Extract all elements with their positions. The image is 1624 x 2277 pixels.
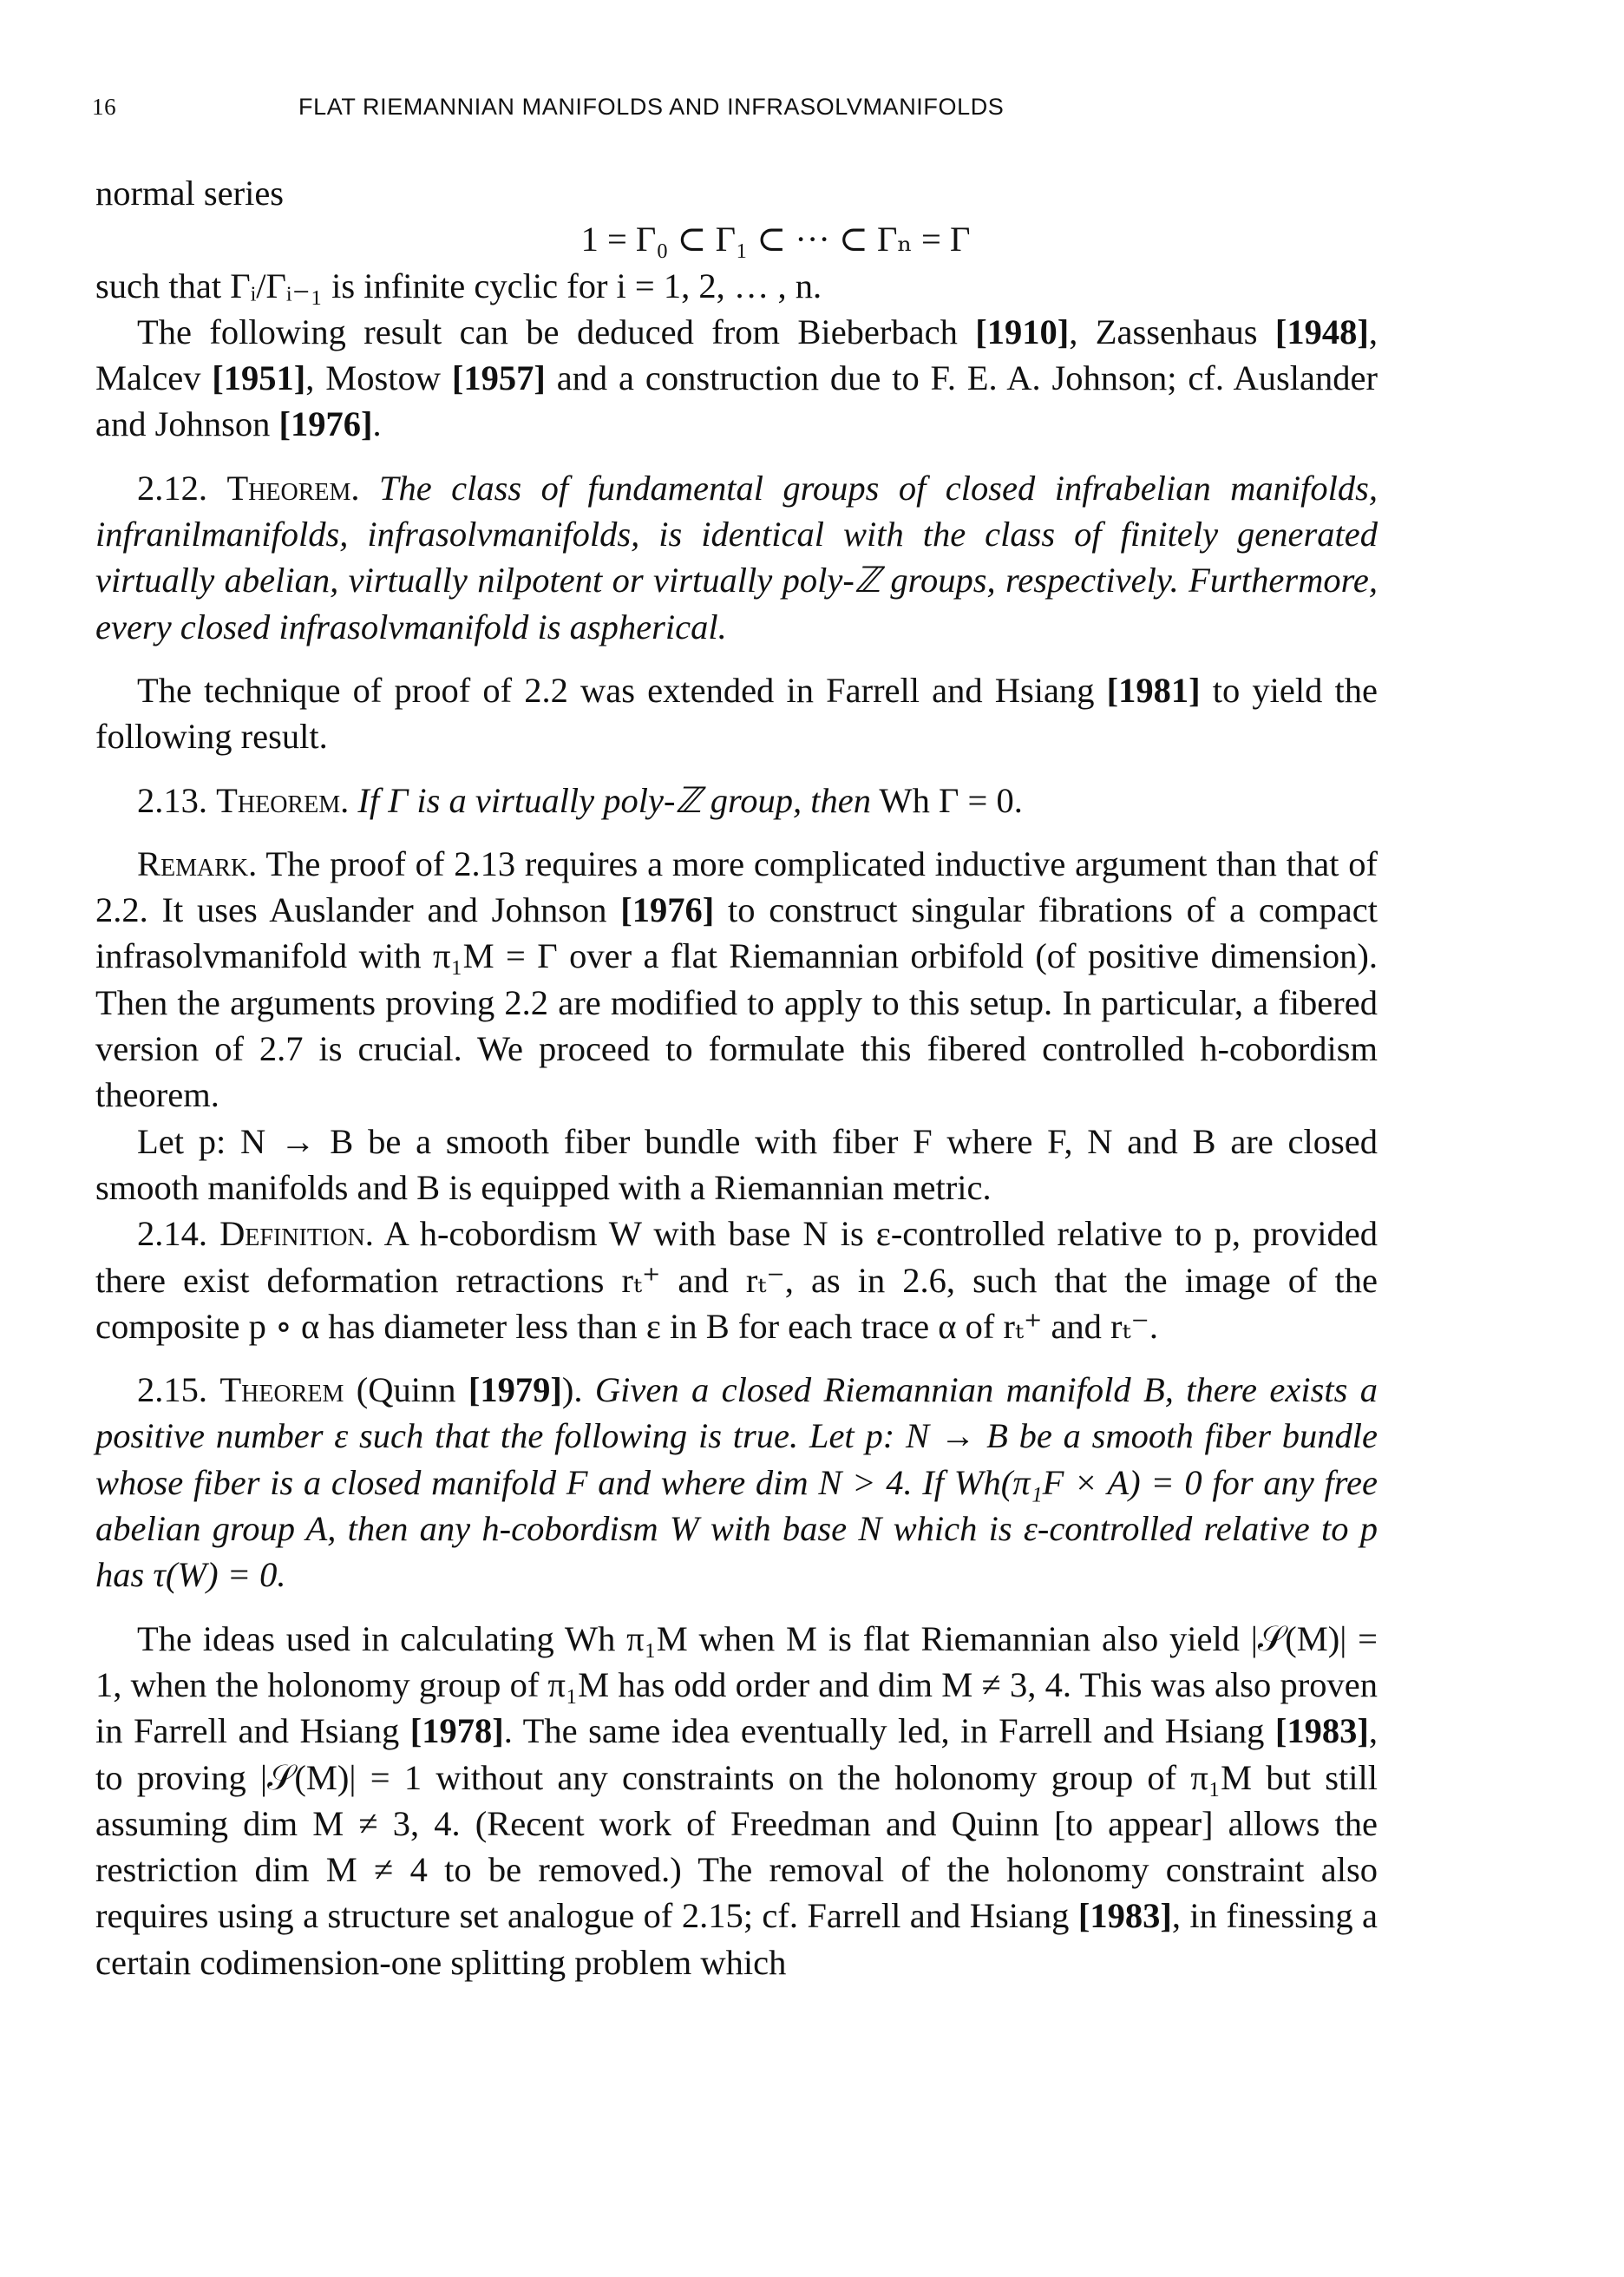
citation: [1981] [1106,670,1201,710]
citation: [1979] [468,1370,562,1410]
paragraph-technique: The technique of proof of 2.2 was extended in Farrell and Hsiang [1981] to yield the following result. [95,670,1378,757]
paragraph-fiber-bundle: Let p: N → B be a smooth fiber bundle with fiber F where F, N and B are closed smooth manifolds and B is equipped with a Riemannian metric. [95,1121,1378,1207]
citation: [1948] [1274,312,1369,351]
citation: [1983] [1274,1711,1369,1751]
citation: [1951] [212,358,306,398]
theorem-number: 2.12. [137,468,207,508]
remark-label: Remark. [137,843,258,883]
definition-text: A h-cobordism W with base N is ε-controlled relative to p, provided there exist deformation retractions rₜ⁺ and rₜ⁻, as in 2.6, such that the image of the composite p ∘ α has diameter less than ε in B for each trace α of rₜ⁺ and rₜ⁻. [95,1214,1378,1346]
remark: Remark. The proof of 2.13 requires a more complicated inductive argument than that of 2.2. It uses Auslander and Johnson [1976] to construct singular fibrations of a compact infrasolvmanifold with π₁M = Γ over a flat Riemannian orbifold (of positive dimension). Then the arguments proving 2.2 are modified to apply to this setup. In particular, a fibered version of 2.7 is crucial. We proceed to formulate this fibered controlled h-cobordism theorem. [95,843,1378,1115]
paragraph-structure-set: The ideas used in calculating Wh π₁M when M is flat Riemannian also yield |𝒮(M)| = 1, when the holonomy group of π₁M has odd order and dim M ≠ 3, 4. This was also proven in Farrell and Hsiang [1978]. The same idea eventually led, in Farrell and Hsiang [1983], to proving |𝒮(M)| = 1 without any constraints on the holonomy group of π₁M but still assuming dim M ≠ 3, 4. (Recent work of Freedman and Quinn [to appear] allows the restriction dim M ≠ 4 to be removed.) The removal of the holonomy constraint also requires using a structure set analogue of 2.15; cf. Farrell and Hsiang [1983], in finessing a certain codimension-one splitting problem which [95,1618,1378,1982]
theorem-2-12 [95,465,1378,650]
main-text [95,170,1378,1985]
citation: [1976] [620,890,715,930]
citation: [1910] [975,312,1070,351]
theorem-2-15: 2.15. Theorem (Quinn [1979]). Given a closed Riemannian manifold B, there exists a positive number ε such that the following is true. Let p: N → B be a smooth fiber bundle whose fiber is a closed manifold F and where dim N > 4. If Wh(π₁F × A) = 0 for any free abelian group A, then any h-cobordism W with base N which is ε-controlled relative to p has τ(W) = 0. [95,1370,1378,1595]
theorem-statement: Given a closed Riemannian manifold B, there exists a positive number ε such that the following is true. Let p: N → B be a smooth fiber bundle whose fiber is a closed manifold F and where dim N > 4. If Wh(π₁F × A) = 0 for any free abelian group A, then any h-cobordism W with base N which is ε-controlled relative to p has τ(W) = 0. [95,1370,1378,1595]
display-equation-series: 1 = Γ₀ ⊂ Γ₁ ⊂ ··· ⊂ Γₙ = Γ [580,220,971,259]
citation: [1976] [278,404,373,444]
theorem-number: 2.15. [137,1370,207,1410]
definition-2-14 [95,1211,1378,1349]
citation: [1983] [1077,1896,1172,1936]
theorem-statement: The class of fundamental groups of closed infrabelian manifolds, infranilmanifolds, infrasolvmanifolds, is identical with the class of finitely generated virtually abelian, virtually nilpotent or virtually poly-ℤ groups, respectively. Furthermore, every closed infrasolvmanifold is aspherical. [95,468,1378,646]
definition-number: 2.14. [137,1214,207,1254]
theorem-2-13 [95,778,1378,824]
definition-label: Definition. [219,1214,374,1254]
theorem-statement: If Γ is a virtually poly-ℤ group, then [357,780,871,820]
paragraph-normal-series-tail: such that Γᵢ/Γᵢ₋₁ is infinite cyclic for i = 1, 2, … , n. [95,266,822,305]
theorem-label: Theorem. [216,780,350,820]
paragraph-normal-series-intro: normal series [95,174,285,213]
paragraph-bieberbach: The following result can be deduced from Bieberbach [1910], Zassenhaus [1948], Malcev [1951], Mostow [1957] and a construction due to F. E. A. Johnson; cf. Auslander and Johnson [1976]. [95,312,1378,444]
theorem-label: Theorem. [226,468,360,508]
theorem-number: 2.13. [137,780,207,820]
page-number: 16 [92,94,117,120]
running-title: FLAT RIEMANNIAN MANIFOLDS AND INFRASOLVMANIFOLDS [298,94,1005,120]
theorem-formula: Wh Γ = 0. [870,780,1023,820]
citation: [1978] [409,1711,504,1751]
citation: [1957] [451,358,546,398]
theorem-label: Theorem [219,1370,344,1410]
